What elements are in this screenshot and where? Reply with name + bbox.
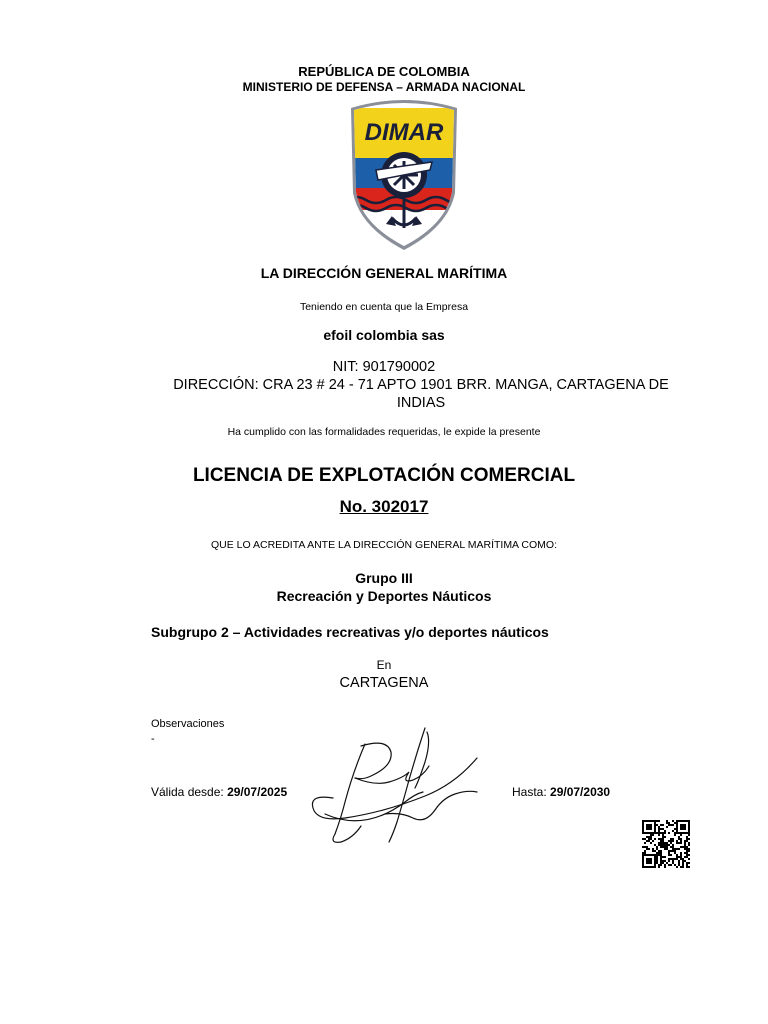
address-text: DIRECCIÓN: CRA 23 # 24 - 71 APTO 1901 BRR. MANGA, CARTAGENA DE INDIAS <box>173 377 669 411</box>
valid-from-label: Válida desde: <box>151 785 224 799</box>
observations-label: Observaciones <box>151 718 225 730</box>
group-name: Recreación y Deportes Náuticos <box>276 588 492 604</box>
nit-text: NIT: 901790002 <box>332 359 436 375</box>
valid-until <box>512 785 610 799</box>
valid-until-label: Hasta: <box>512 785 547 799</box>
qr-code-icon[interactable] <box>642 818 690 870</box>
logo-text: DIMAR <box>364 119 444 146</box>
city-name: CARTAGENA <box>339 675 429 691</box>
subgroup-text: Subgrupo 2 – Actividades recreativas y/o deportes náuticos <box>151 624 549 640</box>
signature-icon <box>305 722 485 852</box>
company-name: efoil colombia sas <box>323 327 445 343</box>
intro-text: Teniendo en cuenta que la Empresa <box>299 301 469 313</box>
valid-from <box>151 785 287 799</box>
in-label: En <box>376 658 392 672</box>
license-number: No. 302017 <box>339 497 429 516</box>
valid-until-date: 29/07/2030 <box>550 785 611 799</box>
republic-heading: REPÚBLICA DE COLOMBIA <box>298 64 470 79</box>
accredits-text: QUE LO ACREDITA ANTE LA DIRECCIÓN GENERAL MARÍTIMA COMO: <box>211 539 557 551</box>
direction-heading: LA DIRECCIÓN GENERAL MARÍTIMA <box>260 265 508 281</box>
complied-text: Ha cumplido con las formalidades requeridas, le expide la presente <box>227 426 541 438</box>
group-label: Grupo III <box>355 570 413 586</box>
valid-from-date: 29/07/2025 <box>227 785 288 799</box>
license-title: LICENCIA DE EXPLOTACIÓN COMERCIAL <box>192 465 576 486</box>
observations-value: - <box>151 733 155 745</box>
dimar-shield-logo-icon <box>346 100 462 250</box>
license-number-wrap <box>0 497 768 517</box>
ministry-heading: MINISTERIO DE DEFENSA – ARMADA NACIONAL <box>242 80 526 94</box>
